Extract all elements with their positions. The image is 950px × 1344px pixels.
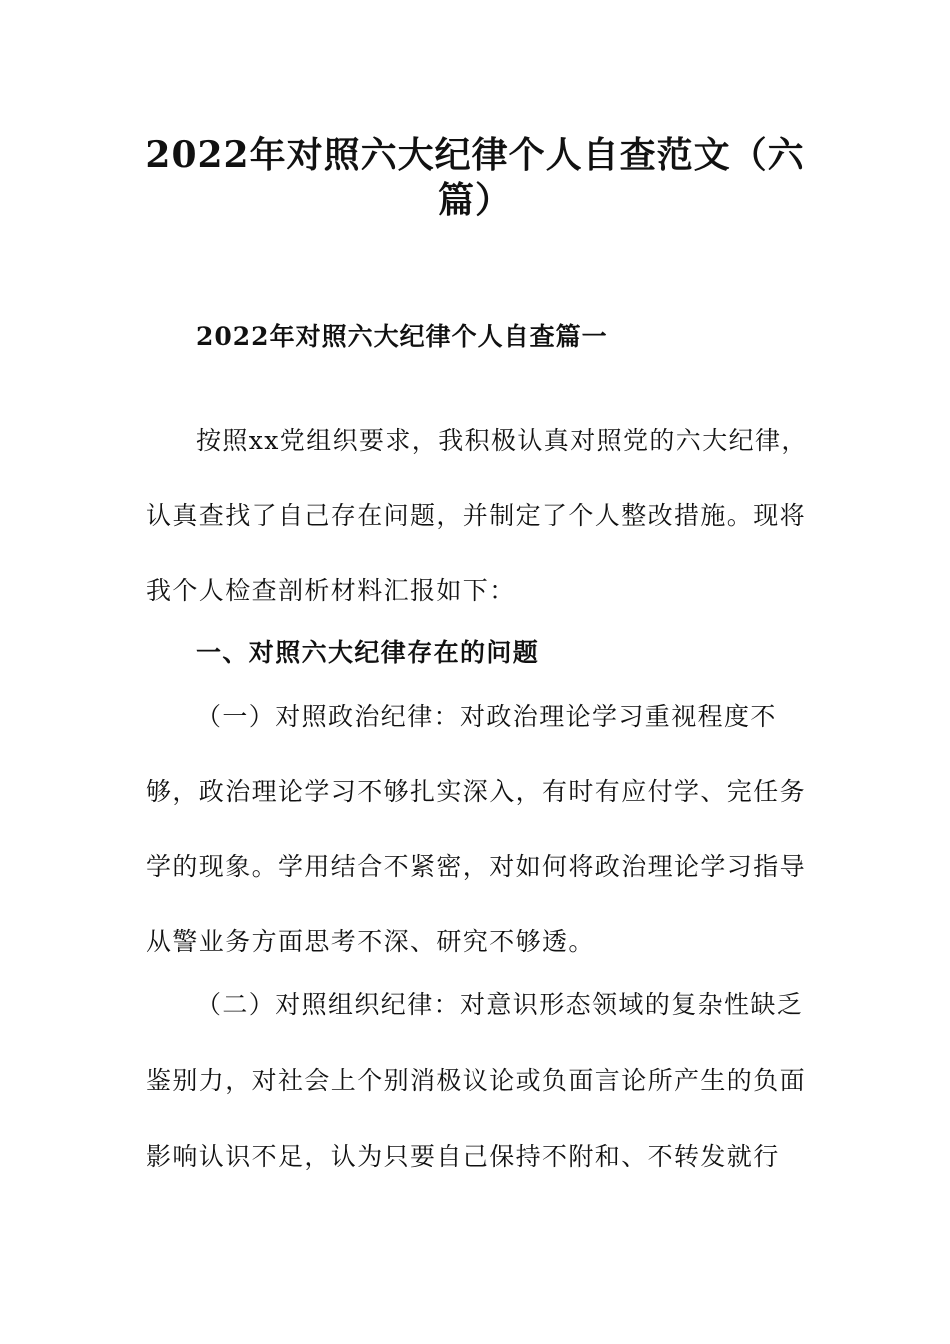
paragraph-line: 我个人检查剖析材料汇报如下： (146, 576, 516, 605)
paragraph-line: 鉴别力，对社会上个别消极议论或负面言论所产生的负面 (146, 1066, 807, 1095)
heading-problems: 一、对照六大纪律存在的问题 (196, 638, 540, 667)
document-title-line-1: 2022年对照六大纪律个人自查范文（六 (145, 134, 805, 176)
paragraph-line: （一）对照政治纪律：对政治理论学习重视程度不 (196, 702, 777, 731)
paragraph-line: （二）对照组织纪律：对意识形态领域的复杂性缺乏 (196, 990, 804, 1019)
paragraph-line: 影响认识不足，认为只要自己保持不附和、不转发就行 (146, 1142, 780, 1171)
paragraph-line: 从警业务方面思考不深、研究不够透。 (146, 927, 595, 956)
section-title: 2022年对照六大纪律个人自查篇一 (196, 322, 608, 351)
paragraph-line: 学的现象。学用结合不紧密，对如何将政治理论学习指导 (146, 852, 807, 881)
document-title-line-2: 篇） (437, 179, 512, 221)
paragraph-line: 够，政治理论学习不够扎实深入，有时有应付学、完任务 (146, 777, 807, 806)
paragraph-line: 按照xx党组织要求，我积极认真对照党的六大纪律， (196, 426, 808, 455)
paragraph-line: 认真查找了自己存在问题，并制定了个人整改措施。现将 (146, 501, 807, 530)
